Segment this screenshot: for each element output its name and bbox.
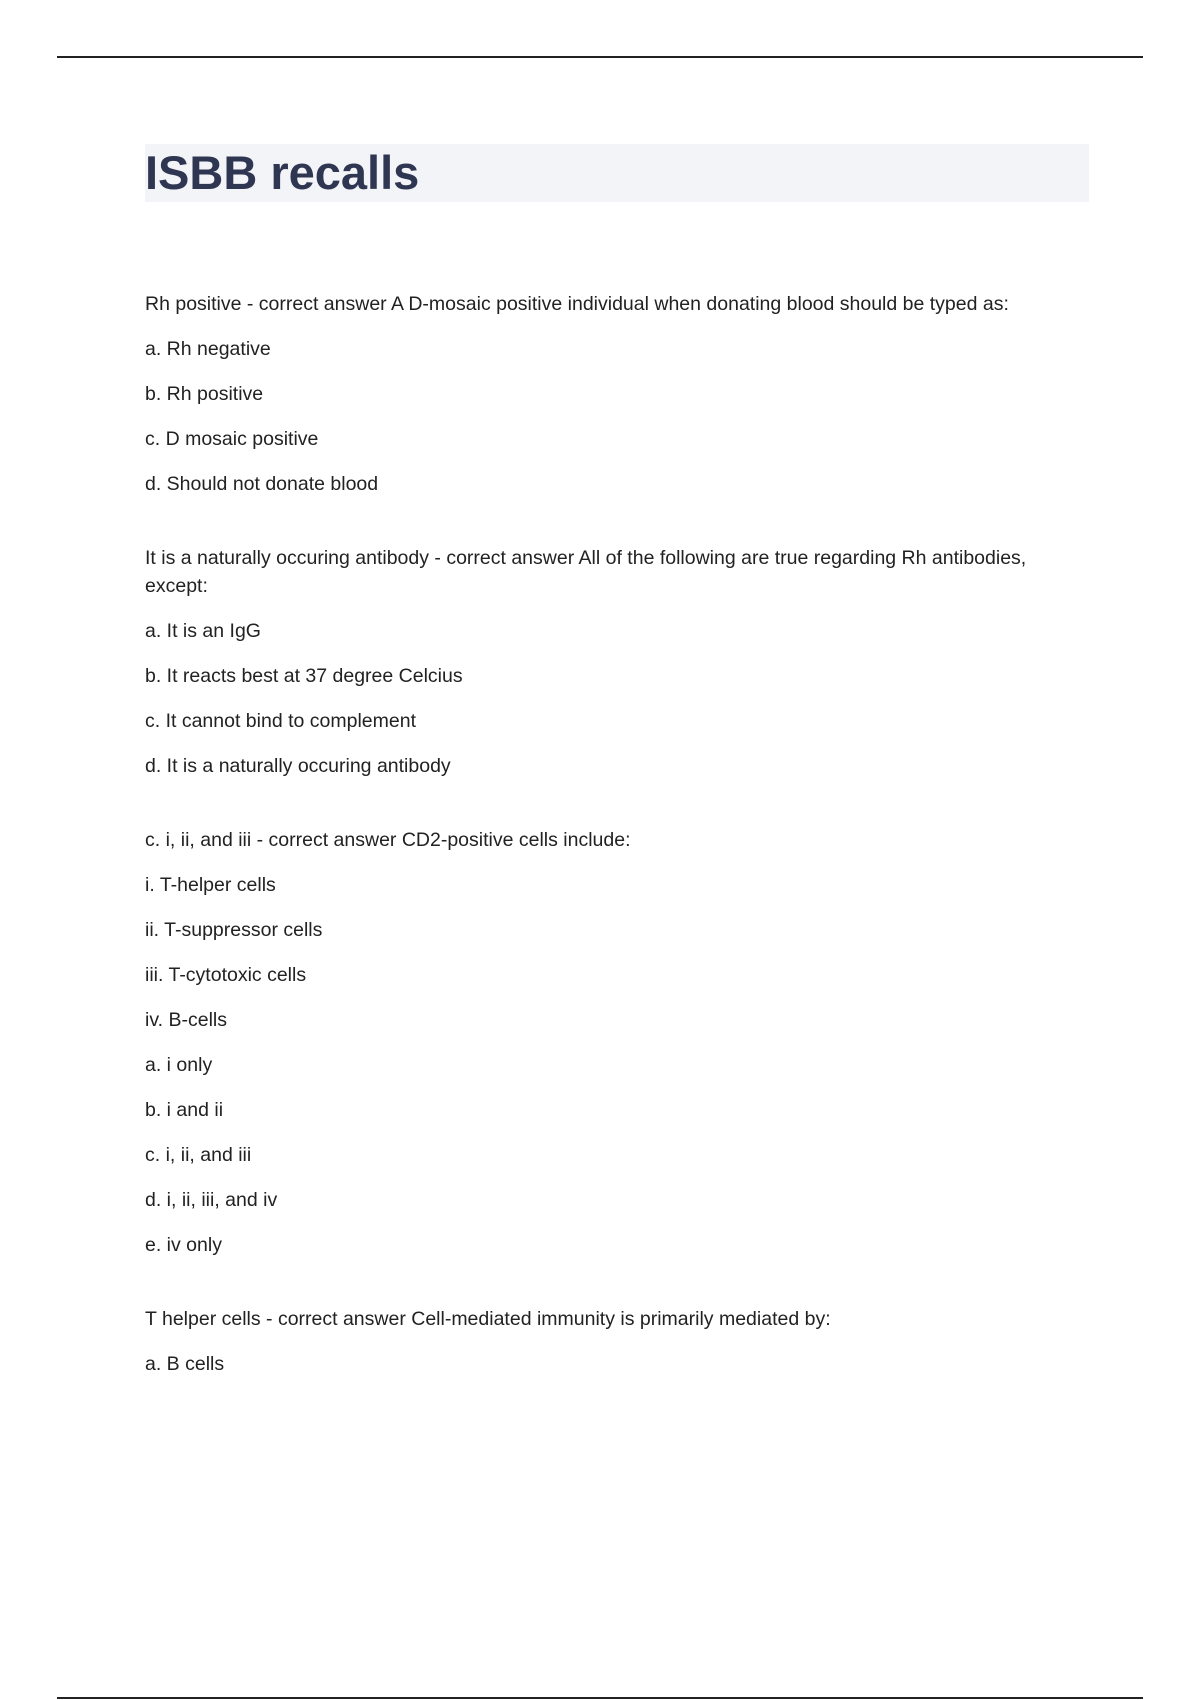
answer-option: b. Rh positive: [145, 383, 264, 405]
answer-option: iv. B-cells: [145, 1009, 227, 1031]
answer-option: c. i, ii, and iii: [145, 1144, 252, 1166]
answer-option: d. i, ii, iii, and iv: [145, 1189, 278, 1211]
answer-option: d. It is a naturally occuring antibody: [145, 755, 451, 777]
bottom-rule: [57, 1697, 1143, 1699]
answer-option: a. It is an IgG: [145, 620, 261, 642]
question-stem: Rh positive - correct answer A D-mosaic positive individual when donating blood should be typed as:: [145, 293, 1009, 315]
answer-option: b. i and ii: [145, 1099, 224, 1121]
question-block-1: [145, 290, 1085, 498]
question-block-2: [145, 544, 1085, 780]
answer-option: c. It cannot bind to complement: [145, 710, 416, 732]
top-rule: [57, 56, 1143, 58]
answer-option: c. D mosaic positive: [145, 428, 319, 450]
answer-option: i. T-helper cells: [145, 874, 276, 896]
question-stem: T helper cells - correct answer Cell-mediated immunity is primarily mediated by:: [145, 1308, 831, 1330]
answer-option: e. iv only: [145, 1234, 222, 1256]
question-block-4: [145, 1305, 1085, 1378]
answer-option: a. i only: [145, 1054, 213, 1076]
answer-option: a. Rh negative: [145, 338, 271, 360]
answer-option: a. B cells: [145, 1353, 225, 1375]
answer-option: d. Should not donate blood: [145, 473, 379, 495]
document-body: [145, 290, 1085, 1424]
answer-option: iii. T-cytotoxic cells: [145, 964, 307, 986]
answer-option: ii. T-suppressor cells: [145, 919, 323, 941]
question-stem: c. i, ii, and iii - correct answer CD2-positive cells include:: [145, 829, 631, 851]
question-block-3: [145, 826, 1085, 1259]
document-title: ISBB recalls: [145, 146, 420, 199]
question-stem: It is a naturally occuring antibody - correct answer All of the following are true regarding Rh antibodies, except:: [145, 547, 1027, 597]
answer-option: b. It reacts best at 37 degree Celcius: [145, 665, 463, 687]
